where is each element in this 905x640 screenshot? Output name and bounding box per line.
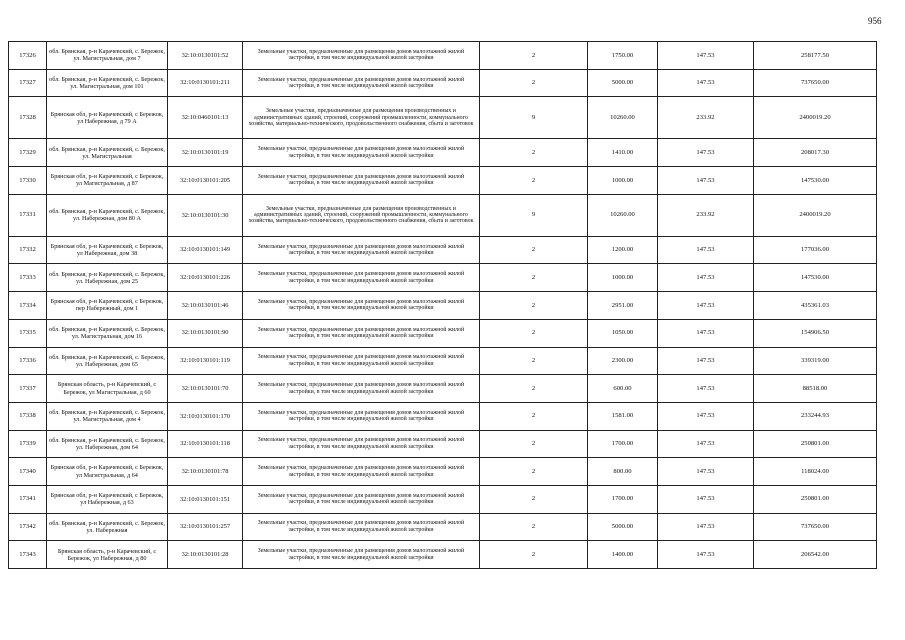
cadastral-number-cell: 32:10:0130101:149 (168, 236, 243, 264)
specific-value-cell: 147.53 (658, 319, 754, 347)
row-number: 17331 (9, 194, 47, 236)
table-row (9, 319, 877, 347)
cadastral-value-cell: 258177.50 (754, 42, 877, 70)
cadastral-value-cell: 88518.00 (754, 375, 877, 403)
address-cell: Брянская обл, р-н Карачевский, с Бережок, ул Магистральная, д 87 (47, 167, 168, 195)
row-number: 17330 (9, 167, 47, 195)
address-cell: Брянская обл, р-н Карачевский, с Бережок, ул Набережная, дом 38 (47, 236, 168, 264)
area-cell: 1200.00 (588, 236, 658, 264)
specific-value-cell: 147.53 (658, 347, 754, 375)
area-cell: 800.00 (588, 458, 658, 486)
table-row (9, 347, 877, 375)
cadastral-number-cell: 32:10:0130101:19 (168, 139, 243, 167)
cadastral-value-cell: 147530.00 (754, 167, 877, 195)
cadastral-number-cell: 32:10:0130101:151 (168, 485, 243, 513)
specific-value-cell: 233.92 (658, 194, 754, 236)
cadastral-number-cell: 32:10:0130101:205 (168, 167, 243, 195)
cadastral-value-cell: 737650.00 (754, 513, 877, 541)
land-use-cell: Земельные участки, предназначенные для размещения домов малоэтажной жилой застройки, в том числе индивидуальной жилой застройки (243, 264, 480, 292)
use-group-code-cell: 2 (480, 264, 588, 292)
address-cell: обл. Брянская, р-н Карачевский, с. Бережок, ул. Магистральная, дом 101 (47, 69, 168, 97)
specific-value-cell: 147.53 (658, 541, 754, 569)
use-group-code-cell: 2 (480, 167, 588, 195)
address-cell: Брянская область, р-н Карачевский, с Бережок, ул Магистральная, д 60 (47, 375, 168, 403)
use-group-code-cell: 2 (480, 430, 588, 458)
land-use-cell: Земельные участки, предназначенные для размещения домов малоэтажной жилой застройки, в том числе индивидуальной жилой застройки (243, 402, 480, 430)
row-number: 17340 (9, 458, 47, 486)
land-use-cell: Земельные участки, предназначенные для размещения домов малоэтажной жилой застройки, в том числе индивидуальной жилой застройки (243, 541, 480, 569)
table-row (9, 402, 877, 430)
area-cell: 1700.00 (588, 430, 658, 458)
land-use-cell: Земельные участки, предназначенные для размещения домов малоэтажной жилой застройки, в том числе индивидуальной жилой застройки (243, 319, 480, 347)
specific-value-cell: 233.92 (658, 97, 754, 139)
cadastral-value-cell: 339319.00 (754, 347, 877, 375)
area-cell: 1700.00 (588, 485, 658, 513)
area-cell: 1410.00 (588, 139, 658, 167)
use-group-code-cell: 9 (480, 194, 588, 236)
cadastral-number-cell: 32:10:0130101:28 (168, 541, 243, 569)
cadastral-value-cell: 250801.00 (754, 430, 877, 458)
area-cell: 10260.00 (588, 97, 658, 139)
area-cell: 1581.00 (588, 402, 658, 430)
land-use-cell: Земельные участки, предназначенные для размещения домов малоэтажной жилой застройки, в том числе индивидуальной жилой застройки (243, 236, 480, 264)
land-use-cell: Земельные участки, предназначенные для размещения домов малоэтажной жилой застройки, в том числе индивидуальной жилой застройки (243, 292, 480, 320)
specific-value-cell: 147.53 (658, 292, 754, 320)
cadastral-value-cell: 2400019.20 (754, 97, 877, 139)
cadastral-number-cell: 32:10:0130101:30 (168, 194, 243, 236)
land-use-cell: Земельные участки, предназначенные для размещения домов малоэтажной жилой застройки, в том числе индивидуальной жилой застройки (243, 139, 480, 167)
specific-value-cell: 147.53 (658, 485, 754, 513)
address-cell: Брянская область, р-н Карачевский, с Бережок, ул Набережная, д 80 (47, 541, 168, 569)
address-cell: обл. Брянская, р-н Карачевский, с. Бережок, ул. Магистральная, дом 4 (47, 402, 168, 430)
table-row (9, 139, 877, 167)
cadastral-value-cell: 177036.00 (754, 236, 877, 264)
specific-value-cell: 147.53 (658, 513, 754, 541)
use-group-code-cell: 2 (480, 42, 588, 70)
specific-value-cell: 147.53 (658, 236, 754, 264)
table-row (9, 375, 877, 403)
row-number: 17343 (9, 541, 47, 569)
address-cell: обл. Брянская, р-н Карачевский, с. Бережок, ул. Набережная, дом 25 (47, 264, 168, 292)
cadastral-value-cell: 737650.00 (754, 69, 877, 97)
table-row (9, 167, 877, 195)
area-cell: 1050.00 (588, 319, 658, 347)
area-cell: 1000.00 (588, 264, 658, 292)
cadastral-value-cell: 206542.00 (754, 541, 877, 569)
table-row (9, 430, 877, 458)
use-group-code-cell: 2 (480, 139, 588, 167)
land-use-cell: Земельные участки, предназначенные для размещения домов малоэтажной жилой застройки, в том числе индивидуальной жилой застройки (243, 167, 480, 195)
use-group-code-cell: 2 (480, 69, 588, 97)
row-number: 17329 (9, 139, 47, 167)
address-cell: Брянская обл, р-н Карачевский, с Бережок, пер Набережный, дом 1 (47, 292, 168, 320)
page-number: 956 (868, 16, 882, 26)
cadastral-value-cell: 208017.30 (754, 139, 877, 167)
cadastral-value-cell: 2400019.20 (754, 194, 877, 236)
use-group-code-cell: 2 (480, 236, 588, 264)
use-group-code-cell: 2 (480, 485, 588, 513)
land-use-cell: Земельные участки, предназначенные для размещения производственных и административных зданий, строений, сооружений промышленности, коммунального хозяйства, материально-технического, продовольственного снабжения, сбыта и заготовок (243, 97, 480, 139)
address-cell: обл. Брянская, р-н Карачевский, с. Бережок, ул. Магистральная, дом 16 (47, 319, 168, 347)
table-row (9, 69, 877, 97)
area-cell: 600.00 (588, 375, 658, 403)
address-cell: обл. Брянская, р-н Карачевский, с. Бережок, ул. Набережная (47, 513, 168, 541)
cadastral-number-cell: 32:10:0130101:170 (168, 402, 243, 430)
use-group-code-cell: 2 (480, 292, 588, 320)
row-number: 17332 (9, 236, 47, 264)
specific-value-cell: 147.53 (658, 264, 754, 292)
land-use-cell: Земельные участки, предназначенные для размещения домов малоэтажной жилой застройки, в том числе индивидуальной жилой застройки (243, 485, 480, 513)
area-cell: 2951.00 (588, 292, 658, 320)
cadastral-number-cell: 32:10:0130101:52 (168, 42, 243, 70)
table-row (9, 264, 877, 292)
cadastral-number-cell: 32:10:0130101:70 (168, 375, 243, 403)
cadastral-value-cell: 118024.00 (754, 458, 877, 486)
specific-value-cell: 147.53 (658, 42, 754, 70)
cadastral-value-cell: 250801.00 (754, 485, 877, 513)
area-cell: 1400.00 (588, 541, 658, 569)
specific-value-cell: 147.53 (658, 167, 754, 195)
use-group-code-cell: 2 (480, 347, 588, 375)
specific-value-cell: 147.53 (658, 458, 754, 486)
address-cell: обл. Брянская, р-н Карачевский, с. Бережок, ул. Магистральная (47, 139, 168, 167)
specific-value-cell: 147.53 (658, 430, 754, 458)
land-use-cell: Земельные участки, предназначенные для размещения домов малоэтажной жилой застройки, в том числе индивидуальной жилой застройки (243, 69, 480, 97)
row-number: 17339 (9, 430, 47, 458)
specific-value-cell: 147.53 (658, 402, 754, 430)
land-use-cell: Земельные участки, предназначенные для размещения производственных и административных зданий, строений, сооружений промышленности, коммунального хозяйства, материально-технического, продовольственного снабжения, сбыта и заготовок (243, 194, 480, 236)
row-number: 17333 (9, 264, 47, 292)
cadastral-number-cell: 32:10:0130101:90 (168, 319, 243, 347)
address-cell: обл. Брянская, р-н Карачевский, с. Бережок, ул. Набережная, дом 80 А (47, 194, 168, 236)
cadastral-number-cell: 32:10:0130101:118 (168, 430, 243, 458)
cadastral-number-cell: 32:10:0130101:211 (168, 69, 243, 97)
cadastral-value-cell: 147530.00 (754, 264, 877, 292)
cadastral-number-cell: 32:10:0460101:13 (168, 97, 243, 139)
table-row (9, 97, 877, 139)
use-group-code-cell: 2 (480, 458, 588, 486)
row-number: 17337 (9, 375, 47, 403)
address-cell: Брянская обл, р-н Карачевский, с Бережок, ул Набережная, д 79 А (47, 97, 168, 139)
table-row (9, 485, 877, 513)
table-row (9, 236, 877, 264)
cadastral-value-cell: 154906.50 (754, 319, 877, 347)
address-cell: обл. Брянская, р-н Карачевский, с. Бережок, ул. Набережная, дом 65 (47, 347, 168, 375)
address-cell: Брянская обл, р-н Карачевский, с Бережок, ул Магистральная, д 64 (47, 458, 168, 486)
specific-value-cell: 147.53 (658, 375, 754, 403)
land-use-cell: Земельные участки, предназначенные для размещения домов малоэтажной жилой застройки, в том числе индивидуальной жилой застройки (243, 430, 480, 458)
specific-value-cell: 147.53 (658, 139, 754, 167)
table-row (9, 292, 877, 320)
use-group-code-cell: 2 (480, 402, 588, 430)
area-cell: 2300.00 (588, 347, 658, 375)
row-number: 17327 (9, 69, 47, 97)
row-number: 17328 (9, 97, 47, 139)
row-number: 17338 (9, 402, 47, 430)
table-row (9, 42, 877, 70)
cadastral-number-cell: 32:10:0130101:46 (168, 292, 243, 320)
table-body (9, 42, 877, 569)
row-number: 17334 (9, 292, 47, 320)
row-number: 17341 (9, 485, 47, 513)
land-use-cell: Земельные участки, предназначенные для размещения домов малоэтажной жилой застройки, в том числе индивидуальной жилой застройки (243, 458, 480, 486)
row-number: 17336 (9, 347, 47, 375)
table-row (9, 458, 877, 486)
use-group-code-cell: 2 (480, 375, 588, 403)
area-cell: 10260.00 (588, 194, 658, 236)
address-cell: обл. Брянская, р-н Карачевский, с. Бережок, ул. Магистральная, дом 7 (47, 42, 168, 70)
cadastral-number-cell: 32:10:0130101:257 (168, 513, 243, 541)
land-use-cell: Земельные участки, предназначенные для размещения домов малоэтажной жилой застройки, в том числе индивидуальной жилой застройки (243, 42, 480, 70)
area-cell: 5000.00 (588, 69, 658, 97)
address-cell: Брянская обл, р-н Карачевский, с Бережок, ул Набережная, д 63 (47, 485, 168, 513)
use-group-code-cell: 2 (480, 541, 588, 569)
cadastral-value-table (8, 41, 877, 569)
land-use-cell: Земельные участки, предназначенные для размещения домов малоэтажной жилой застройки, в том числе индивидуальной жилой застройки (243, 347, 480, 375)
row-number: 17326 (9, 42, 47, 70)
table-row (9, 194, 877, 236)
use-group-code-cell: 2 (480, 319, 588, 347)
cadastral-number-cell: 32:10:0130101:119 (168, 347, 243, 375)
area-cell: 1750.00 (588, 42, 658, 70)
row-number: 17335 (9, 319, 47, 347)
area-cell: 5000.00 (588, 513, 658, 541)
cadastral-number-cell: 32:10:0130101:78 (168, 458, 243, 486)
address-cell: обл. Брянская, р-н Карачевский, с. Бережок, ул. Набережная, дом 64 (47, 430, 168, 458)
cadastral-value-cell: 435361.03 (754, 292, 877, 320)
land-use-cell: Земельные участки, предназначенные для размещения домов малоэтажной жилой застройки, в том числе индивидуальной жилой застройки (243, 375, 480, 403)
area-cell: 1000.00 (588, 167, 658, 195)
land-use-cell: Земельные участки, предназначенные для размещения домов малоэтажной жилой застройки, в том числе индивидуальной жилой застройки (243, 513, 480, 541)
specific-value-cell: 147.53 (658, 69, 754, 97)
table-row (9, 541, 877, 569)
table-row (9, 513, 877, 541)
cadastral-value-cell: 233244.93 (754, 402, 877, 430)
use-group-code-cell: 2 (480, 513, 588, 541)
cadastral-number-cell: 32:10:0130101:226 (168, 264, 243, 292)
row-number: 17342 (9, 513, 47, 541)
use-group-code-cell: 9 (480, 97, 588, 139)
